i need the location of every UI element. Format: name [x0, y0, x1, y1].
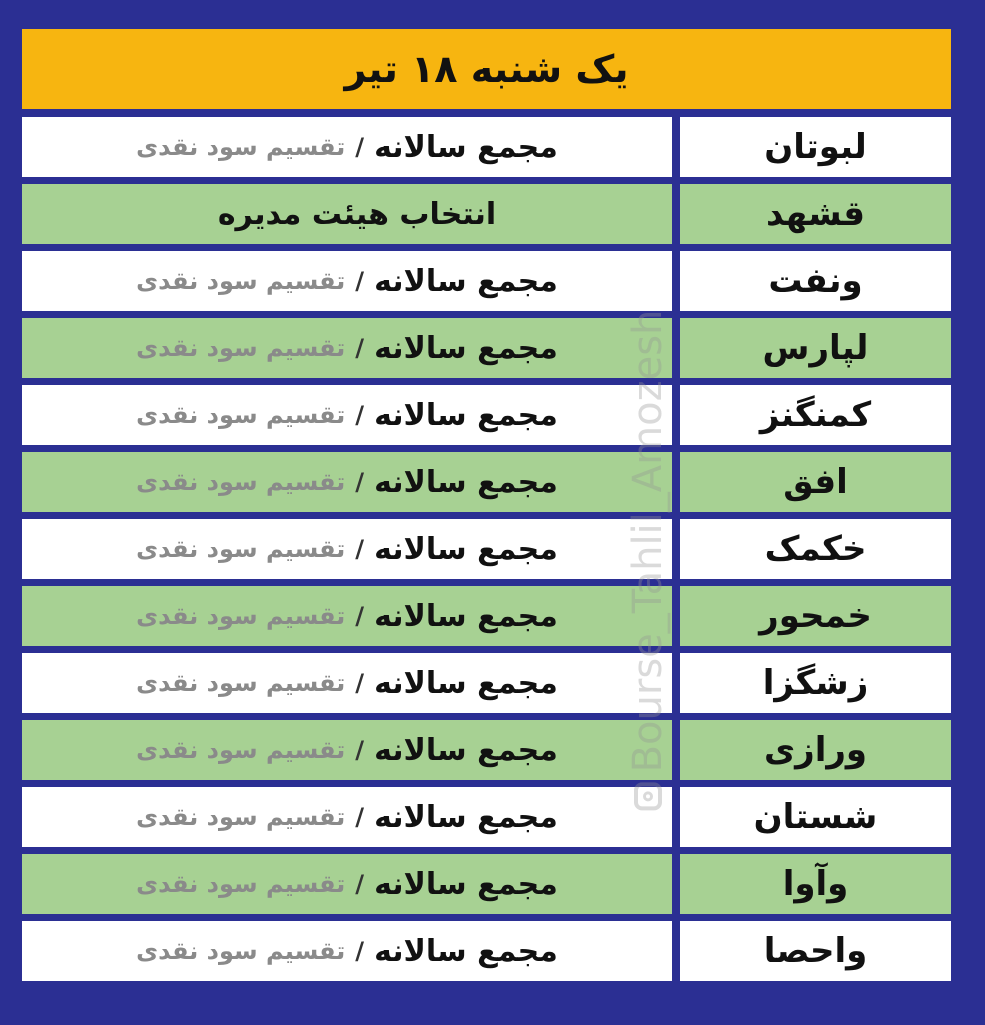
table-row — [22, 653, 951, 713]
symbol-cell: قشهد — [680, 184, 951, 244]
table-row — [22, 586, 951, 646]
symbol-cell: خکمک — [680, 519, 951, 579]
event-detail: تقسیم سود نقدی — [136, 267, 346, 295]
event-cell — [22, 117, 672, 177]
event-cell — [22, 251, 672, 311]
table-row — [22, 787, 951, 847]
event-cell — [22, 854, 672, 914]
event-separator: / — [355, 736, 365, 764]
table-row — [22, 720, 951, 780]
table-row — [22, 921, 951, 981]
event-detail: تقسیم سود نقدی — [136, 602, 346, 630]
event-cell — [22, 184, 672, 244]
symbol-cell: زشگزا — [680, 653, 951, 713]
event-separator: / — [355, 870, 365, 898]
event-label: مجمع سالانه — [374, 129, 558, 165]
event-detail: تقسیم سود نقدی — [136, 803, 346, 831]
event-label: مجمع سالانه — [374, 732, 558, 768]
event-cell — [22, 921, 672, 981]
event-separator: / — [355, 937, 365, 965]
event-label: مجمع سالانه — [374, 799, 558, 835]
event-cell — [22, 720, 672, 780]
event-cell — [22, 318, 672, 378]
event-detail: تقسیم سود نقدی — [136, 937, 346, 965]
table-row — [22, 117, 951, 177]
event-separator: / — [355, 468, 365, 496]
event-separator: / — [355, 133, 365, 161]
event-detail: تقسیم سود نقدی — [136, 133, 346, 161]
event-label: مجمع سالانه — [374, 665, 558, 701]
event-detail: تقسیم سود نقدی — [136, 468, 346, 496]
event-detail: تقسیم سود نقدی — [136, 535, 346, 563]
symbol-cell: ورازی — [680, 720, 951, 780]
event-cell — [22, 519, 672, 579]
symbol-cell: لپارس — [680, 318, 951, 378]
symbol-cell: وآوا — [680, 854, 951, 914]
event-label: مجمع سالانه — [374, 464, 558, 500]
table-row — [22, 519, 951, 579]
event-label: مجمع سالانه — [374, 397, 558, 433]
event-detail: تقسیم سود نقدی — [136, 401, 346, 429]
event-separator: / — [355, 803, 365, 831]
event-label: مجمع سالانه — [374, 866, 558, 902]
table-row — [22, 854, 951, 914]
event-detail: تقسیم سود نقدی — [136, 669, 346, 697]
event-separator: / — [355, 602, 365, 630]
symbol-cell: خمحور — [680, 586, 951, 646]
event-detail: تقسیم سود نقدی — [136, 736, 346, 764]
event-cell — [22, 452, 672, 512]
page-title: یک شنبه ۱۸ تیر — [344, 47, 629, 91]
symbol-cell: شستان — [680, 787, 951, 847]
event-separator: / — [355, 535, 365, 563]
table-row — [22, 318, 951, 378]
event-label: مجمع سالانه — [374, 330, 558, 366]
table-row — [22, 452, 951, 512]
event-label: مجمع سالانه — [374, 531, 558, 567]
event-label: مجمع سالانه — [374, 933, 558, 969]
event-label: انتخاب هیئت مدیره — [217, 196, 497, 232]
symbol-cell: واحصا — [680, 921, 951, 981]
watermark-text: Bourse_Tahlil_Amozesh — [625, 309, 671, 773]
event-detail: تقسیم سود نقدی — [136, 334, 346, 362]
event-label: مجمع سالانه — [374, 263, 558, 299]
event-separator: / — [355, 669, 365, 697]
table-row — [22, 251, 951, 311]
event-separator: / — [355, 401, 365, 429]
event-cell — [22, 787, 672, 847]
date-header — [22, 29, 951, 109]
symbol-cell: افق — [680, 452, 951, 512]
event-separator: / — [355, 334, 365, 362]
event-cell — [22, 653, 672, 713]
event-separator: / — [355, 267, 365, 295]
table-row — [22, 385, 951, 445]
symbol-cell: لبوتان — [680, 117, 951, 177]
event-detail: تقسیم سود نقدی — [136, 870, 346, 898]
event-cell — [22, 586, 672, 646]
event-label: مجمع سالانه — [374, 598, 558, 634]
symbol-cell: ونفت — [680, 251, 951, 311]
symbol-cell: کمنگنز — [680, 385, 951, 445]
event-cell — [22, 385, 672, 445]
table-row — [22, 184, 951, 244]
